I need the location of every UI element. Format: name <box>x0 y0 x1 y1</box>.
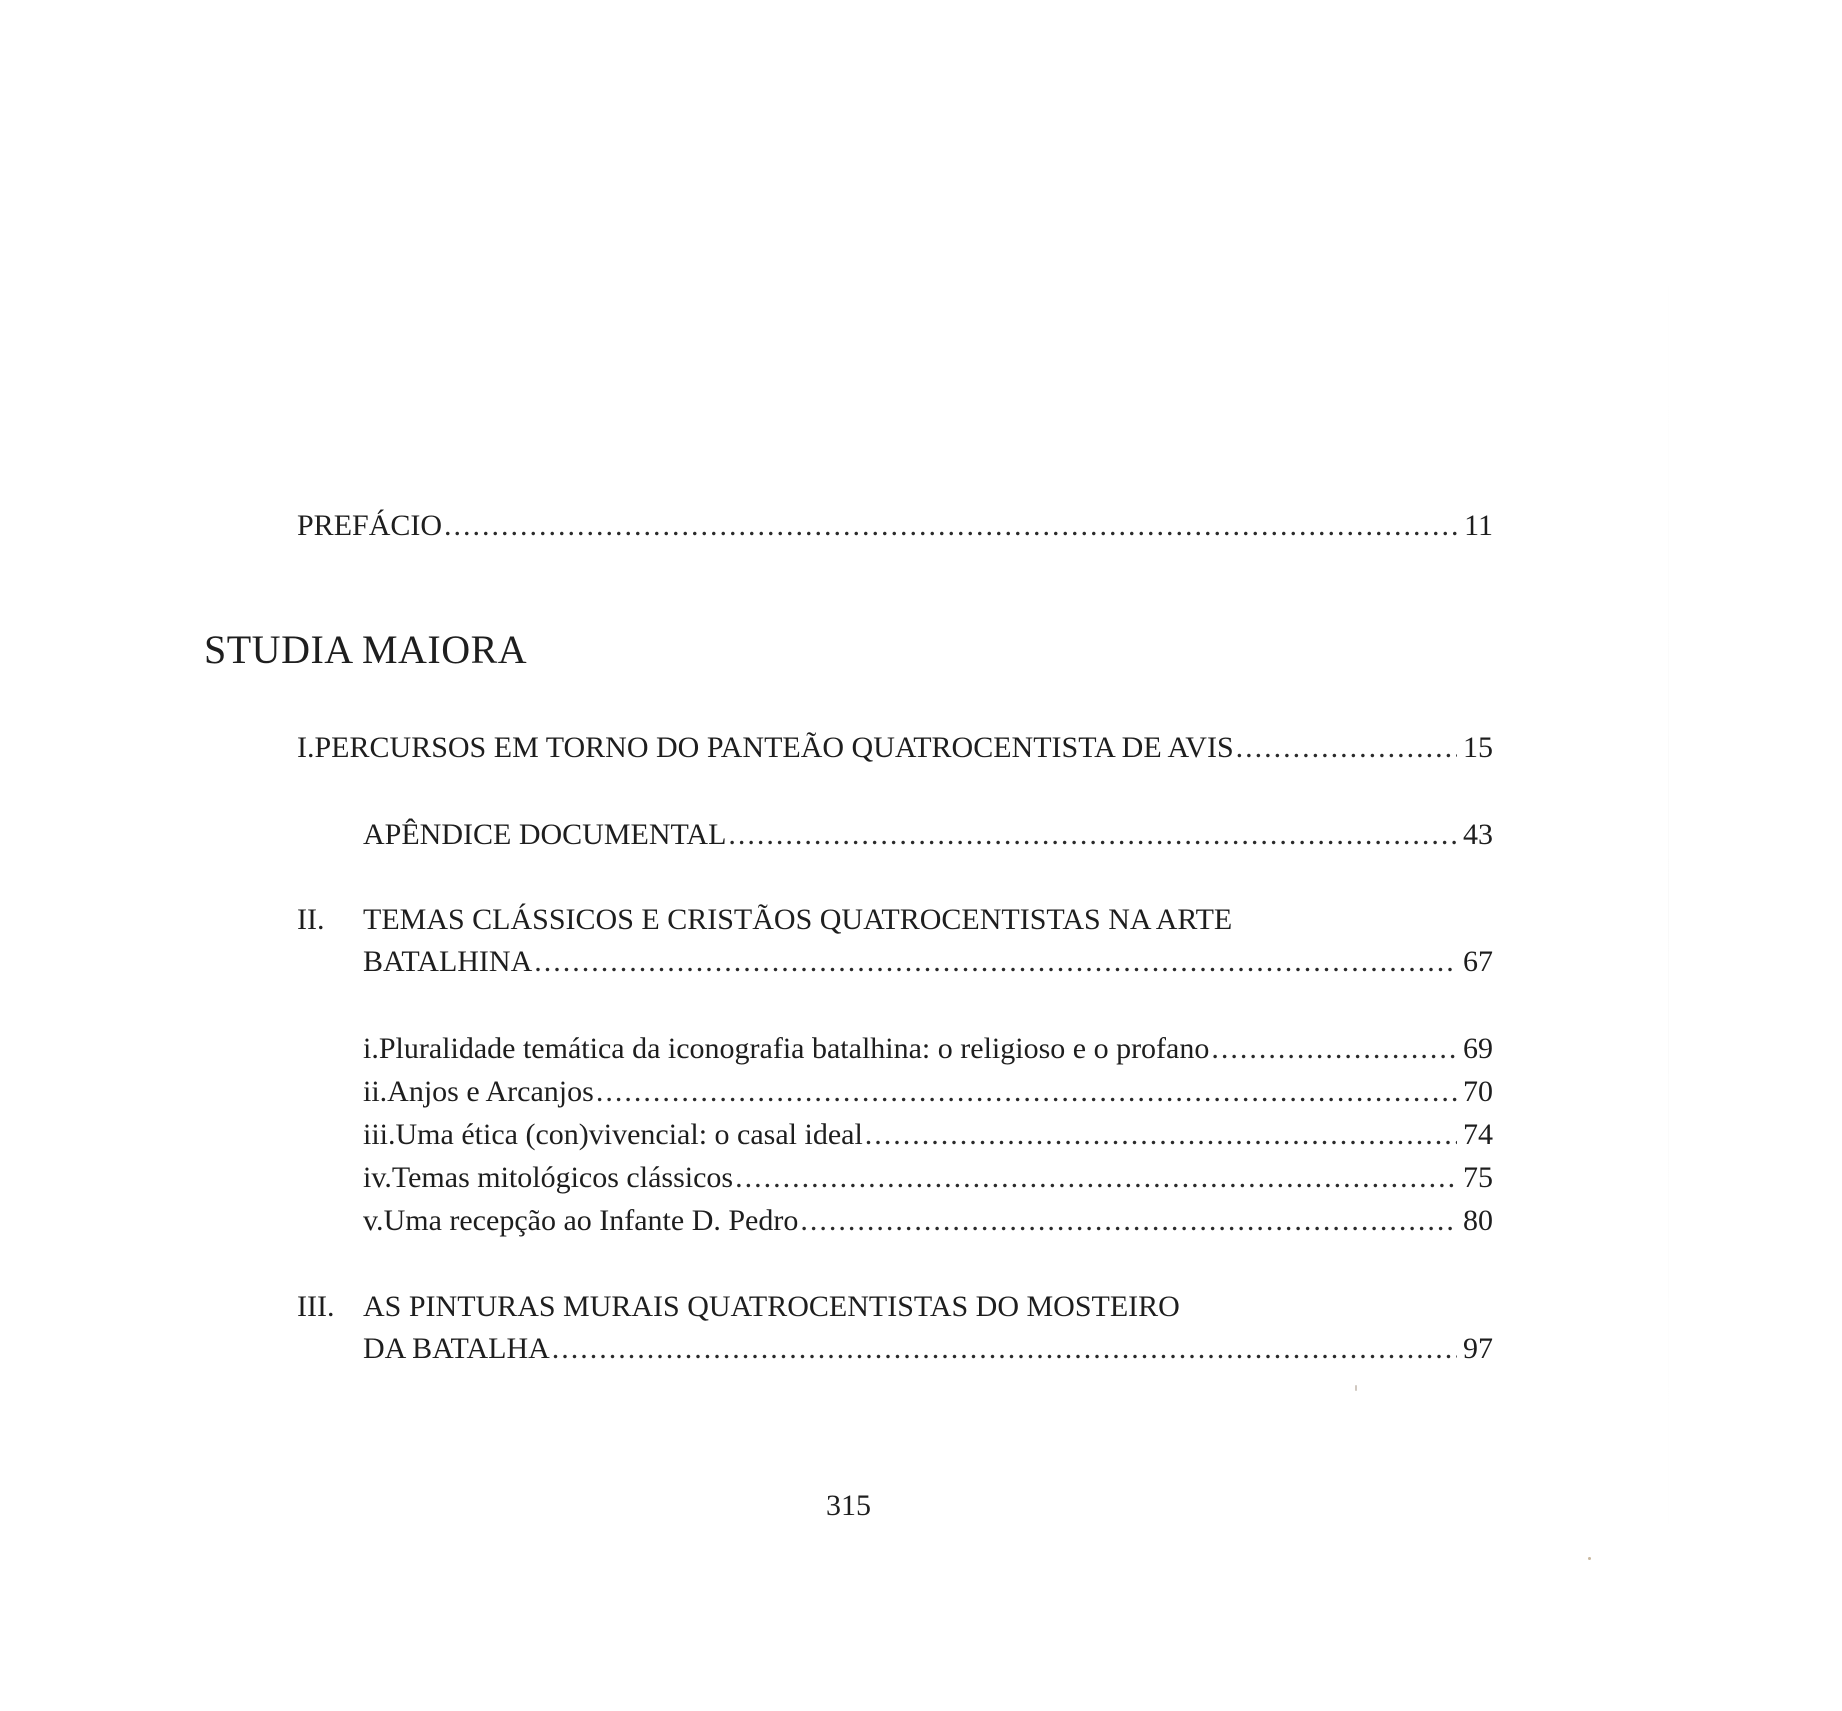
toc-entry-chapter[interactable] <box>297 730 1493 766</box>
toc-entry-title: Temas mitológicos clássicos <box>391 1161 734 1194</box>
toc-subentry[interactable] <box>363 1160 1493 1196</box>
toc-subentry[interactable] <box>363 1031 1493 1067</box>
toc-page-number: 75 <box>1463 1161 1493 1194</box>
page-folio: 315 <box>826 1489 871 1522</box>
leader-dots <box>552 1331 1457 1367</box>
toc-entry-chapter-line1[interactable] <box>297 1289 1180 1325</box>
toc-entry-title: PREFÁCIO <box>297 509 443 542</box>
subchapter-number: iii. <box>363 1118 396 1151</box>
toc-page-number: 80 <box>1463 1204 1493 1237</box>
leader-dots <box>800 1203 1457 1239</box>
toc-page-number: 11 <box>1464 509 1493 542</box>
toc-page-number: 15 <box>1463 731 1493 764</box>
leader-dots <box>865 1117 1457 1153</box>
toc-entry-title: DA BATALHA <box>363 1332 550 1365</box>
leader-dots <box>728 817 1457 853</box>
subchapter-number: ii. <box>363 1075 388 1108</box>
toc-entry-title: Uma recepção ao Infante D. Pedro <box>383 1204 799 1237</box>
toc-subentry[interactable] <box>363 1117 1493 1153</box>
scan-speck <box>1588 1557 1591 1560</box>
toc-entry-title: Uma ética (con)vivencial: o casal ideal <box>395 1118 863 1151</box>
leader-dots <box>735 1160 1457 1196</box>
subchapter-number: v. <box>363 1204 384 1237</box>
toc-entry-appendix[interactable] <box>363 817 1493 853</box>
toc-entry-title: BATALHINA <box>363 945 533 978</box>
section-heading: STUDIA MAIORA <box>204 627 528 672</box>
toc-page-number: 43 <box>1463 818 1493 851</box>
leader-dots <box>444 508 1458 544</box>
toc-page-number: 70 <box>1463 1075 1493 1108</box>
toc-page-number: 74 <box>1463 1118 1493 1151</box>
subchapter-number: i. <box>363 1032 379 1065</box>
toc-page-number: 97 <box>1463 1332 1493 1365</box>
toc-page-number: 67 <box>1463 945 1493 978</box>
scan-edge <box>1668 230 1669 1580</box>
toc-entry-title: PERCURSOS EM TORNO DO PANTEÃO QUATROCENTISTA DE AVIS <box>314 731 1234 764</box>
leader-dots <box>534 944 1457 980</box>
toc-entry-title: Anjos e Arcanjos <box>387 1075 594 1108</box>
toc-subentry[interactable] <box>363 1074 1493 1110</box>
toc-entry-title: APÊNDICE DOCUMENTAL <box>363 818 727 851</box>
toc-entry-chapter-line1[interactable] <box>297 902 1232 938</box>
toc-entry-chapter-line2[interactable] <box>363 944 1493 980</box>
toc-entry-chapter-line2[interactable] <box>363 1331 1493 1367</box>
toc-entry-title: TEMAS CLÁSSICOS E CRISTÃOS QUATROCENTISTAS NA ARTE <box>363 903 1233 936</box>
leader-dots <box>1211 1031 1457 1067</box>
leader-dots <box>596 1074 1457 1110</box>
leader-dots <box>1236 730 1457 766</box>
scan-speck <box>1355 1385 1357 1391</box>
toc-entry-preface[interactable] <box>297 508 1493 544</box>
chapter-number: I. <box>297 731 315 764</box>
toc-page-number: 69 <box>1463 1032 1493 1065</box>
chapter-number: II. <box>297 903 325 936</box>
toc-entry-title: Pluralidade temática da iconografia batalhina: o religioso e o profano <box>378 1032 1210 1065</box>
toc-subentry[interactable] <box>363 1203 1493 1239</box>
subchapter-number: iv. <box>363 1161 392 1194</box>
chapter-number: III. <box>297 1290 335 1323</box>
toc-entry-title: AS PINTURAS MURAIS QUATROCENTISTAS DO MOSTEIRO <box>363 1290 1180 1323</box>
